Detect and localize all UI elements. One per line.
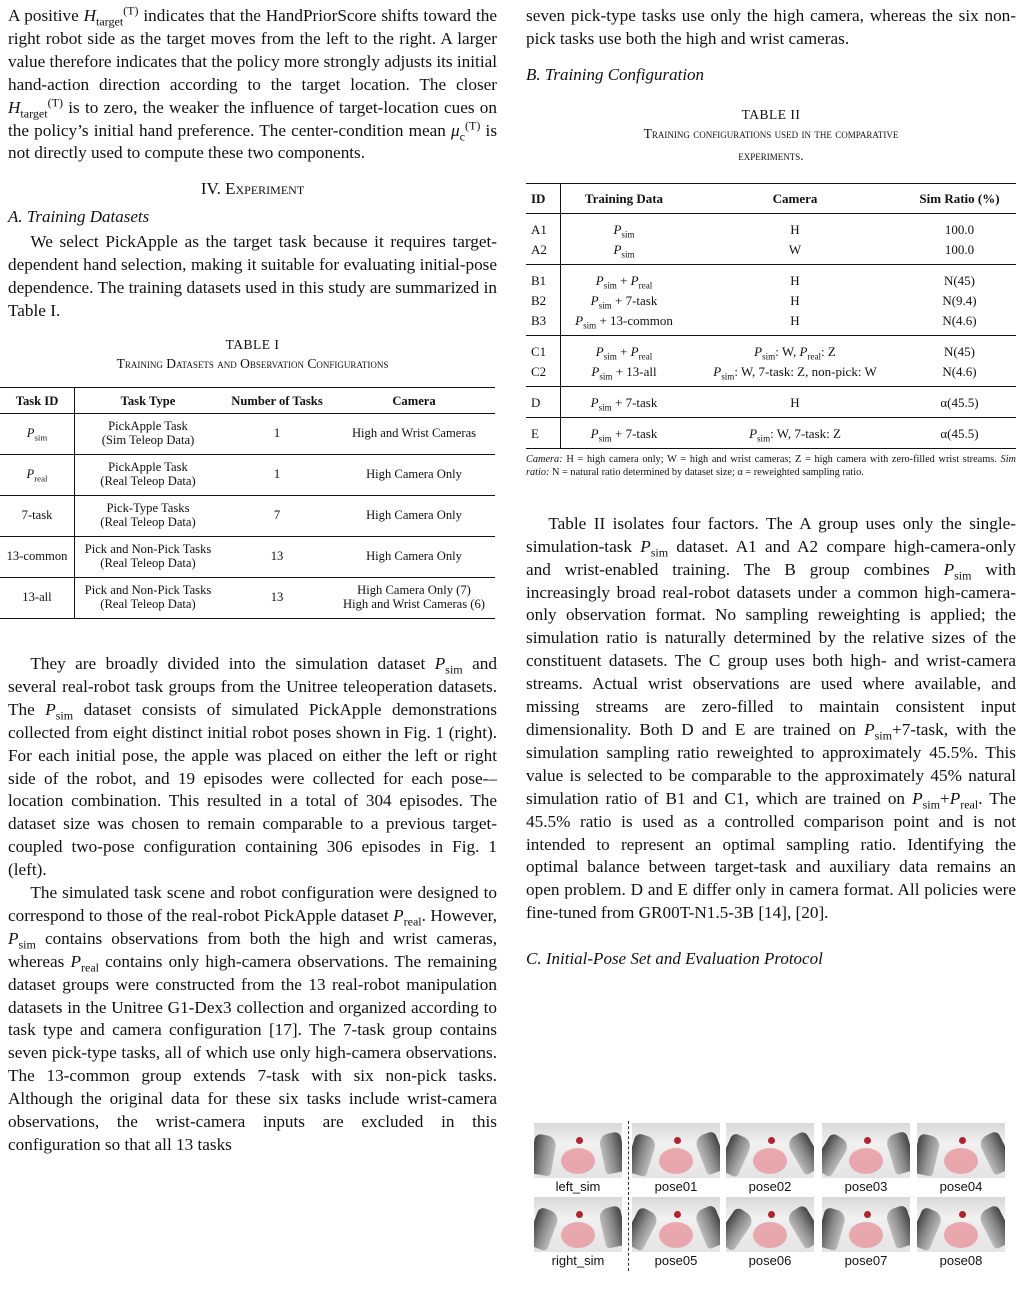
table-row: $P_{sim}$ PickApple Task (Sim Teleop Data) 1 High and Wrist Cameras (0, 413, 495, 454)
table-row: B2 $P_{sim}$ + 7-task H N(9.4) (526, 290, 1016, 310)
table1-header: Task Type (75, 387, 222, 413)
pose-image-pose02 (726, 1123, 814, 1178)
pose-image-right-sim (534, 1197, 622, 1252)
table2-note: Camera: H = high camera only; W = high and wrist cameras; Z = high camera with zero-filled wrist streams. Sim ratio: N = natural ratio determined by dataset size; α = reweighted sampling ratio. (526, 453, 1016, 478)
table-row: E $P_{sim}$ + 7-task $P_{sim}$: W, 7-task: Z α(45.5) (526, 417, 1016, 448)
paragraph-config-discussion: Table II isolates four factors. The A group uses only the single-simulation-task $P_{sim}$ dataset. A1 and A2 compare high-camera-only and wrist-enabled training. The B group combines $P_{sim}$ with increasingly broad real-robot datasets under a common high-camera-only observation format. No sampling reweighting is applied; the simulation ratio is naturally determined by the relative sizes of the constituent datasets. The C group uses both high- and wrist-camera streams. Actual wrist observations are used where available, and missing streams are zero-filled to maintain consistent input dimensionality. Both D and E are trained on $P_{sim}+7$-task, with the simulation sampling ratio reweighted to approximately 45.5%. This value is selected to be comparable to the approximately 45% natural simulation ratio of B1 and C1, which are trained on $P_{sim}+P_{real}$. The 45.5% ratio is used as a controlled comparison point and is not intended to represent an optimal sampling ratio. Identifying the optimal balance between target-task and auxiliary data remains an open problem. D and E differ only in camera format. All policies were fine-tuned from GR00T-N1.5-3B [14], [20]. (526, 513, 1016, 923)
pose-image-pose04 (917, 1123, 1005, 1178)
table2 (526, 183, 1016, 449)
table1-header: Number of Tasks (221, 387, 333, 413)
initial-pose-figure (530, 1121, 1015, 1271)
table-row: C2 $P_{sim} + 13-all$ $P_{sim}$: W, 7-task: Z, non-pick: W N(4.6) (526, 361, 1016, 386)
table2-caption: Training configurations used in the comparative experiments. (643, 125, 899, 163)
pose-label: pose07 (844, 1253, 888, 1268)
table2-header: Camera (687, 183, 903, 213)
table-row: 13-common Pick and Non-Pick Tasks (Real Teleop Data) 13 High Camera Only (0, 536, 495, 577)
table1-label: TABLE I (225, 336, 280, 352)
table-row: $P_{real}$ PickApple Task (Real Teleop Data) 1 High Camera Only (0, 454, 495, 495)
pose-label: pose02 (748, 1179, 792, 1194)
table2-label: TABLE II (741, 106, 801, 122)
table1-header: Task ID (0, 387, 75, 413)
pose-image-pose07 (822, 1197, 910, 1252)
paragraph-scene-config: The simulated task scene and robot configuration were designed to correspond to those of the real-robot PickApple dataset $P_{real}$. However, $P_{sim}$ contains observations from both the high and wrist cameras, whereas $P_{real}$ contains only high-camera observations. The remaining dataset groups were constructed from the 13 real-robot manipulation datasets in the Unitree G1-Dex3 collection and organized according to task type and camera configuration [17]. The 7-task group contains seven pick-type tasks, all of which use only high-camera observations. The 13-common group extends 7-task with six non-pick tasks. Although the original data for these six tasks include wrist-camera observations, the wrist-camera inputs are excluded in this configuration so that all 13 tasks (8, 883, 497, 1154)
pose-image-pose03 (822, 1123, 910, 1178)
pose-label: pose08 (939, 1253, 983, 1268)
paragraph-continued: seven pick-type tasks use only the high camera, whereas the six non-pick tasks use both the high and wrist cameras. (526, 6, 1016, 48)
table-row: B3 $P_{sim}$ + 13-common H N(4.6) (526, 310, 1016, 335)
subsection-b-title: B. Training Configuration (526, 64, 705, 84)
pose-label: left_sim (555, 1179, 601, 1194)
pose-label: pose05 (654, 1253, 698, 1268)
table2-header: Sim Ratio (%) (903, 183, 1016, 213)
pose-label: pose03 (844, 1179, 888, 1194)
pose-image-left-sim (534, 1123, 622, 1178)
left-column (8, 0, 497, 1157)
table-row: D $P_{sim}$ + 7-task H α(45.5) (526, 386, 1016, 417)
pose-label: pose06 (748, 1253, 792, 1268)
table-row: C1 $P_{sim} + P_{real}$ $P_{sim}$: W, $P_{real}$: Z N(45) (526, 335, 1016, 361)
section-title: IV. Experiment (200, 179, 305, 199)
pose-label: pose01 (654, 1179, 698, 1194)
right-column (526, 0, 1016, 969)
table2-header: ID (526, 183, 561, 213)
table-row: 13-all Pick and Non-Pick Tasks (Real Teleop Data) 13 High Camera Only (7) High and Wrist Cameras (6) (0, 577, 495, 618)
table2-header: Training Data (561, 183, 688, 213)
paragraph-handprior: A positive $H_{target}^{(T)}$ indicates that the HandPriorScore shifts toward the right robot side as the target moves from the left to the right. A larger value therefore indicates that the policy more strongly adjusts its initial hand-action direction according to the target location. The closer $H_{target}^{(T)}$ is to zero, the weaker the influence of target-location cues on the policy’s initial hand preference. The center-condition mean $\mu_c^{(T)}$ is not directly used to compute these two components. (8, 3, 498, 163)
paragraph-datasets-intro: We select PickApple as the target task because it requires target-dependent hand selection, making it suitable for evaluating initial-pose dependence. The training datasets used in this study are summarized in Table I. (8, 232, 497, 321)
subsection-c-title: C. Initial-Pose Set and Evaluation Protocol (526, 949, 823, 969)
table1-header: Camera (333, 387, 495, 413)
paragraph-datasets-detail: They are broadly divided into the simulation dataset $P_{sim}$ and several real-robot task groups from the Unitree teleoperation datasets. The $P_{sim}$ dataset consists of simulated PickApple demonstrations collected from eight distinct initial robot poses shown in Fig. 1 (right). For each initial pose, the apple was placed on either the left or right side of the robot, and 19 episodes were collected for each pose-–location combination. This resulted in a total of 304 episodes. The dataset size was chosen to remain comparable to a previous target-coupled two-pose configuration containing 306 episodes in Fig. 1 (left). (8, 653, 497, 880)
table1-caption: Training Datasets and Observation Configurations (116, 355, 389, 371)
pose-label: pose04 (939, 1179, 983, 1194)
subsection-a-title: A. Training Datasets (8, 207, 150, 227)
table-row: B1 $P_{sim} + P_{real}$ H N(45) (526, 264, 1016, 290)
pose-image-pose06 (726, 1197, 814, 1252)
table-row: A2 $P_{sim}$ W 100.0 (526, 239, 1016, 264)
table1 (0, 387, 495, 619)
pose-image-pose05 (632, 1197, 720, 1252)
figure-divider (628, 1121, 629, 1271)
pose-image-pose08 (917, 1197, 1005, 1252)
pose-label: right_sim (551, 1253, 605, 1268)
pose-image-pose01 (632, 1123, 720, 1178)
table-row: 7-task Pick-Type Tasks (Real Teleop Data) 7 High Camera Only (0, 495, 495, 536)
table-row: A1 $P_{sim}$ H 100.0 (526, 213, 1016, 239)
